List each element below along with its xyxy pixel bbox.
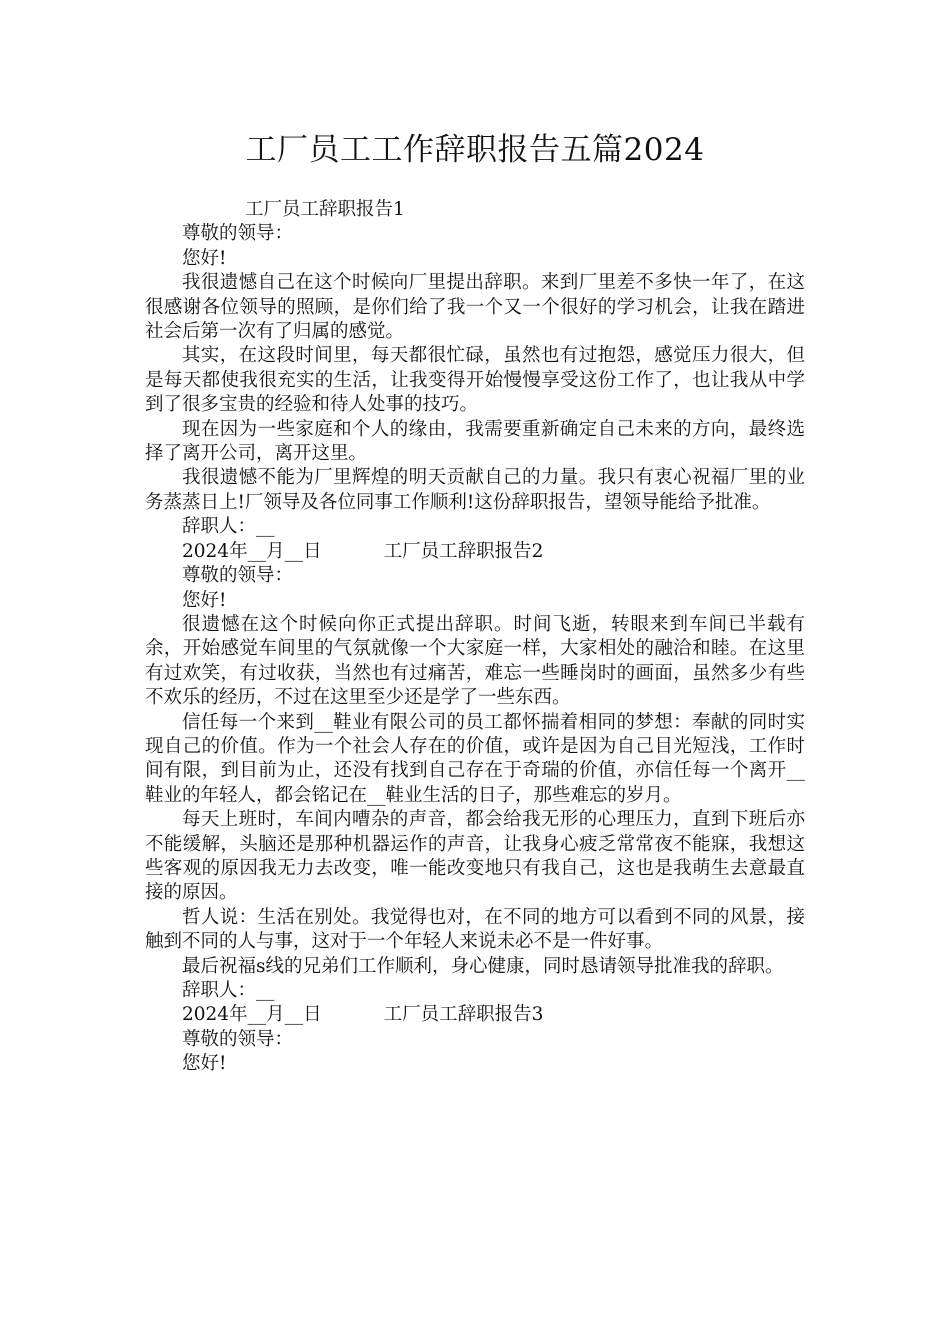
- signature-line: 辞职人：__: [182, 980, 275, 1001]
- greeting: 您好!: [182, 247, 227, 269]
- paragraph: 很遗憾在这个时候向你正式提出辞职。时间飞逝，转眼来到车间已半载有余，开始感觉车间里的气氛就像一个大家庭一样，大家相处的融洽和睦。在这里有过欢笑，有过收获，当然也有过痛苦，难忘一些睡岗时的画面，虽然多少有些不欢乐的经历，不过在这里至少还是学了一些东西。: [145, 613, 805, 709]
- paragraph: 每天上班时，车间内嘈杂的声音，都会给我无形的心理压力，直到下班后亦不能缓解，头脑还是那种机器运作的声音，让我身心疲乏常常夜不能寐，我想这些客观的原因我无力去改变，唯一能改变地只有我自己，这也是我萌生去意最直接的原因。: [145, 809, 805, 904]
- salutation: 尊敬的领导：: [182, 223, 294, 245]
- paragraph: 哲人说：生活在别处。我觉得也对，在不同的地方可以看到不同的风景，接触到不同的人与事，这对于一个年轻人来说未必不是一件好事。: [145, 906, 805, 953]
- paragraph: 我很遗憾自己在这个时候向厂里提出辞职。来到厂里差不多快一年了，在这很感谢各位领导的照顾，是你们给了我一个又一个很好的学习机会，让我在踏进社会后第一次有了归属的感觉。: [145, 272, 805, 343]
- section-heading-2: 工厂员工辞职报告2: [383, 540, 544, 562]
- document-title: 工厂员工工作辞职报告五篇2024: [245, 132, 705, 168]
- date-and-heading-line: [145, 1003, 805, 1027]
- paragraph: 其实，在这段时间里，每天都很忙碌，虽然也有过抱怨，感觉压力很大，但是每天都使我很充实的生活，让我变得开始慢慢享受这份工作了，也让我从中学到了很多宝贵的经验和待人处事的技巧。: [145, 345, 805, 416]
- salutation: 尊敬的领导：: [182, 565, 294, 587]
- document-body: [145, 198, 805, 1077]
- paragraph: 我很遗憾不能为厂里辉煌的明天贡献自己的力量。我只有衷心祝福厂里的业务蒸蒸日上!厂领导及各位同事工作顺利!这份辞职报告，望领导能给予批准。: [145, 467, 805, 513]
- greeting: 您好!: [182, 1053, 227, 1075]
- paragraph: 现在因为一些家庭和个人的缘由，我需要重新确定自己未来的方向，最终选择了离开公司，离开这里。: [145, 418, 805, 465]
- date-line: 2024年__月__日: [182, 1004, 322, 1026]
- date-line: 2024年__月__日: [182, 540, 322, 562]
- paragraph: 最后祝福s线的兄弟们工作顺利，身心健康，同时恳请领导批准我的辞职。: [182, 955, 784, 977]
- paragraph: 信任每一个来到__鞋业有限公司的员工都怀揣着相同的梦想：奉献的同时实现自己的价值。作为一个社会人存在的价值，或许是因为自己目光短浅，工作时间有限，到目前为止，还没有找到自己存在于奇瑞的价值，亦信任每一个离开__鞋业的年轻人，都会铭记在__鞋业生活的日子，那些难忘的岁月。: [145, 711, 805, 806]
- signature-line: 辞职人：__: [182, 516, 275, 538]
- salutation: 尊敬的领导：: [182, 1028, 294, 1050]
- greeting: 您好!: [182, 589, 227, 611]
- date-and-heading-line: [145, 540, 805, 564]
- section-heading-1: 工厂员工辞职报告1: [245, 199, 405, 220]
- section-heading-3: 工厂员工辞职报告3: [383, 1004, 544, 1026]
